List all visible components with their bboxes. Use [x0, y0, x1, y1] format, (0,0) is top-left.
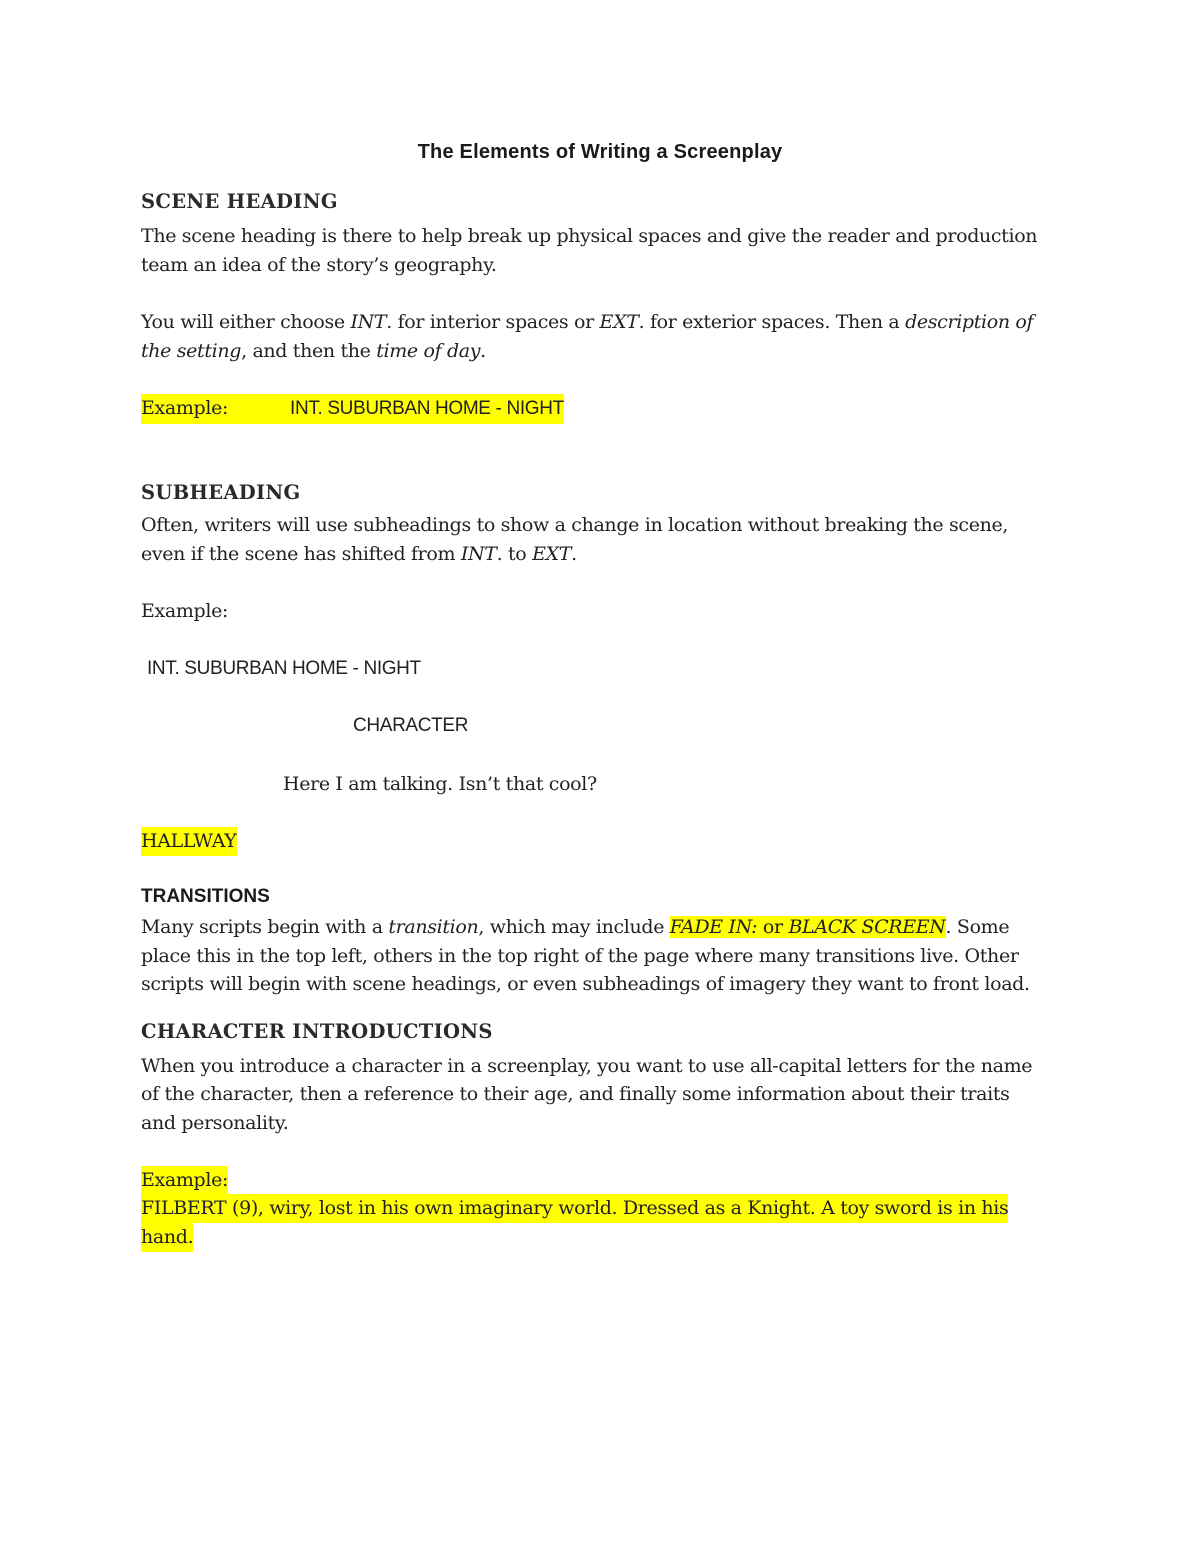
subheading-line1: Often, writers will use subheadings to show a change in location without breaking the scene,	[141, 514, 1009, 536]
transitions-line2: place this in the top left, others in the top right of the page where many transitions live. Other	[141, 945, 1019, 967]
scene-heading-para1-line2: team an idea of the story’s geography.	[141, 254, 497, 276]
sample-scene-heading: INT. SUBURBAN HOME - NIGHT	[147, 658, 421, 679]
document-title: The Elements of Writing a Screenplay	[417, 141, 783, 163]
transitions-line3: scripts will begin with scene headings, or even subheadings of imagery they want to front load.	[141, 973, 1030, 995]
scene-heading-para2-line1: You will either choose INT. for interior spaces or EXT. for exterior spaces. Then a description of	[141, 311, 1034, 333]
transitions-title: TRANSITIONS	[141, 886, 270, 907]
character-intro-title: CHARACTER INTRODUCTIONS	[141, 1020, 493, 1043]
subheading-line2: even if the scene has shifted from INT. to EXT.	[141, 543, 577, 565]
scene-heading-para2-line2: the setting, and then the time of day.	[141, 340, 486, 362]
sample-subheading: HALLWAY	[141, 827, 237, 856]
scene-heading-example: Example: INT. SUBURBAN HOME - NIGHT	[141, 394, 564, 424]
transitions-line1: Many scripts begin with a transition, which may include FADE IN: or BLACK SCREEN. Some	[141, 916, 1010, 938]
character-intro-example-line2: hand.	[141, 1223, 193, 1252]
character-intro-example-label: Example:	[141, 1166, 228, 1195]
subheading-example-label: Example:	[141, 600, 229, 622]
subheading-title: SUBHEADING	[141, 481, 301, 504]
sample-dialogue: Here I am talking. Isn’t that cool?	[283, 773, 597, 795]
sample-character: CHARACTER	[353, 715, 469, 736]
scene-heading-para1-line1: The scene heading is there to help break up physical spaces and give the reader and production	[141, 225, 1038, 247]
character-intro-example-line1: FILBERT (9), wiry, lost in his own imaginary world. Dressed as a Knight. A toy sword is in his	[141, 1194, 1008, 1223]
scene-heading-title: SCENE HEADING	[141, 190, 338, 213]
character-intro-line3: and personality.	[141, 1112, 289, 1134]
character-intro-line1: When you introduce a character in a screenplay, you want to use all-capital letters for the name	[141, 1055, 1033, 1077]
character-intro-line2: of the character, then a reference to their age, and finally some information about their traits	[141, 1083, 1010, 1105]
